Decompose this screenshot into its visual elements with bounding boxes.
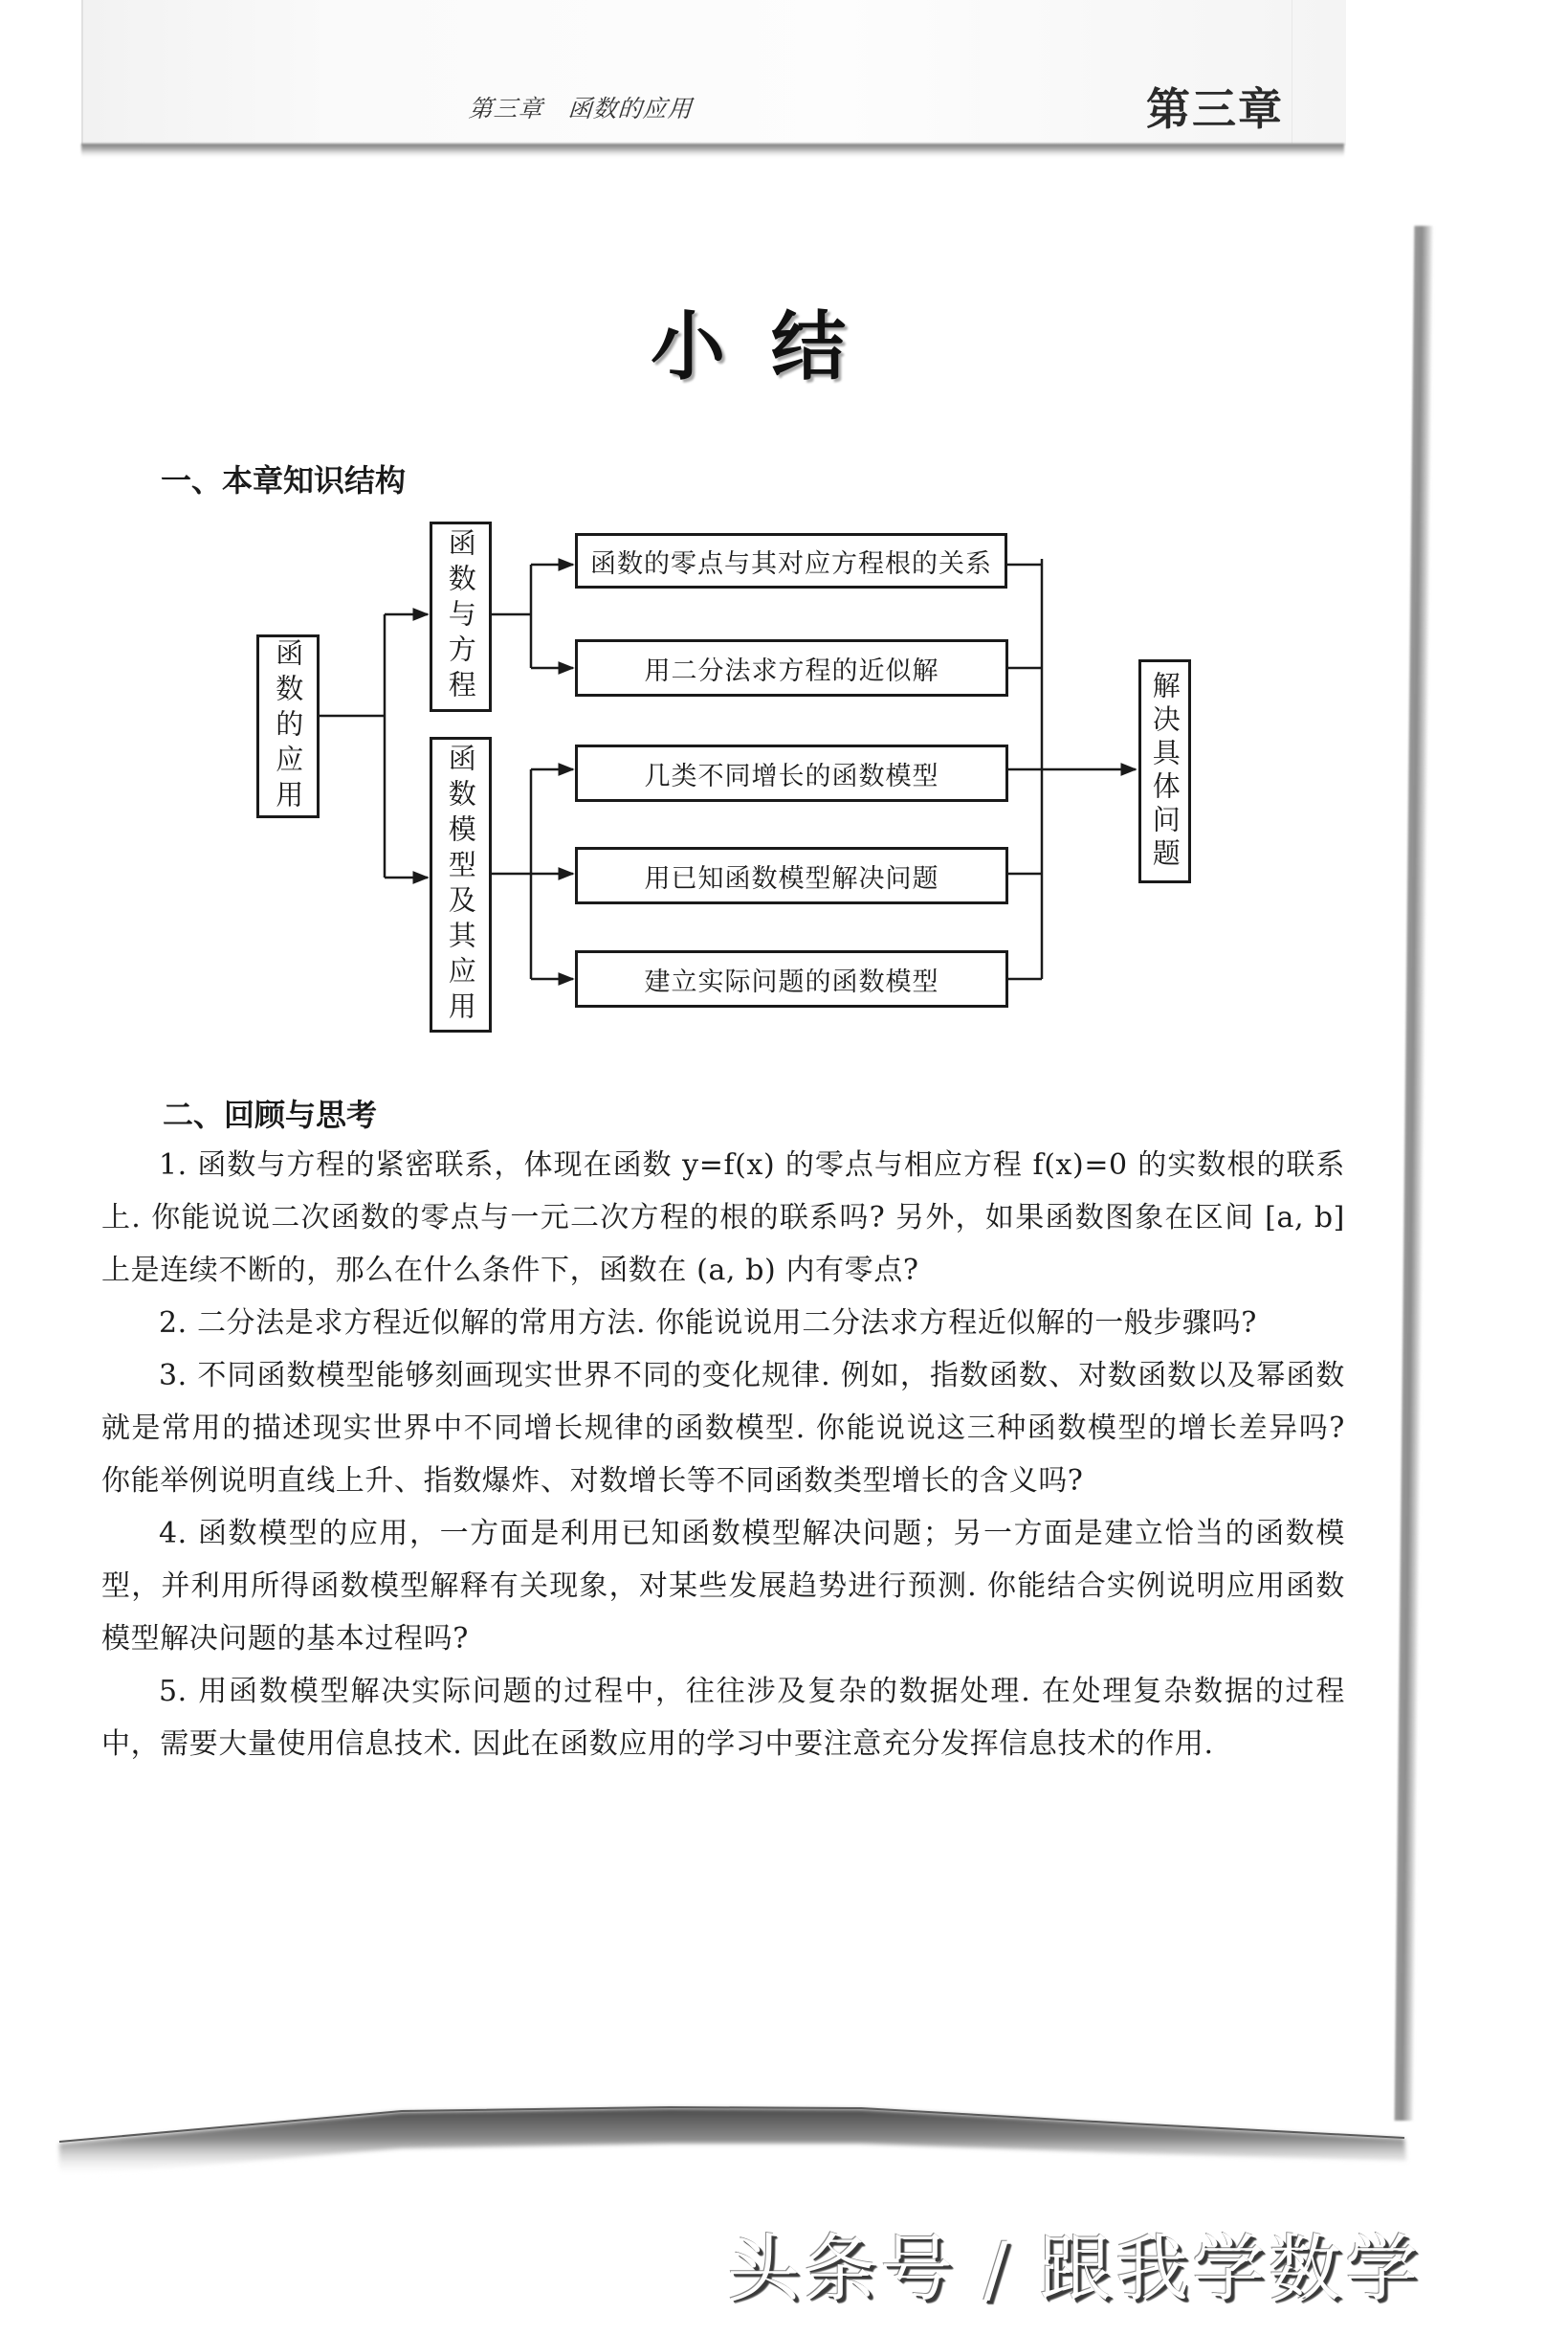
node-c5-label: 建立实际问题的函数模型 xyxy=(644,967,939,997)
node-target xyxy=(1138,659,1191,883)
review-question-1: 1. 函数与方程的紧密联系，体现在函数 y=f(x) 的零点与相应方程 f(x)=0 的实数根的联系上. 你能说说二次函数的零点与一元二次方程的根的联系吗? 另外，如果函数图象在区间 [a, b] 上是连续不断的，那么在什么条件下，函数在 (a, b) 内有零点? xyxy=(101,1148,1345,1287)
node-root-label: 函数的应用 xyxy=(272,637,305,815)
node-build-models xyxy=(575,950,1008,1008)
chapter-tab: 第三章 xyxy=(1146,83,1284,135)
node-target-label: 解决具体问题 xyxy=(1148,671,1182,872)
node-c4-label: 用已知函数模型解决问题 xyxy=(644,863,939,894)
watermark: 头条号 / 跟我学数学 xyxy=(727,2226,1422,2311)
review-question-3: 3. 不同函数模型能够刻画现实世界不同的变化规律. 例如，指数函数、对数函数以及幂函数就是常用的描述现实世界中不同增长规律的函数模型. 你能说说这三种函数模型的增长差异吗? 你能举例说明直线上升、指数爆炸、对数增长等不同函数类型增长的含义吗? xyxy=(101,1359,1345,1498)
node-root xyxy=(256,634,320,818)
node-branch-function-equation xyxy=(430,522,492,712)
node-branch-function-models xyxy=(430,737,492,1033)
node-b2-label: 函数模型及其应用 xyxy=(444,743,477,1027)
node-c2-label: 用二分法求方程的近似解 xyxy=(644,656,939,686)
node-c1-label: 函数的零点与其对应方程根的关系 xyxy=(590,548,992,579)
node-c3-label: 几类不同增长的函数模型 xyxy=(644,761,939,791)
header-shadow xyxy=(81,144,1344,157)
node-b1-label: 函数与方程 xyxy=(444,528,477,705)
node-growth-models xyxy=(575,745,1008,802)
section-heading-review: 二、回顾与思考 xyxy=(163,1097,378,1133)
review-question-5: 5. 用函数模型解决实际问题的过程中，往往涉及复杂的数据处理. 在处理复杂数据的过程中，需要大量使用信息技术. 因此在函数应用的学习中要注意充分发挥信息技术的作用. xyxy=(101,1675,1345,1761)
section-heading-knowledge-structure: 一、本章知识结构 xyxy=(161,462,407,499)
running-header-title: 第三章 函数的应用 xyxy=(467,95,694,122)
review-question-4: 4. 函数模型的应用，一方面是利用已知函数模型解决问题；另一方面是建立恰当的函数模型，并利用所得函数模型解释有关现象，对某些发展趋势进行预测. 你能结合实例说明应用函数模型解决问题的基本过程吗? xyxy=(101,1517,1345,1656)
review-question-2: 2. 二分法是求方程近似解的常用方法. 你能说说用二分法求方程近似解的一般步骤吗? xyxy=(159,1306,1257,1340)
page-title: 小结 xyxy=(651,304,893,390)
node-zeros-roots xyxy=(575,533,1007,589)
node-known-models xyxy=(575,847,1008,904)
review-questions xyxy=(101,1139,1345,1770)
node-bisection xyxy=(575,639,1008,697)
